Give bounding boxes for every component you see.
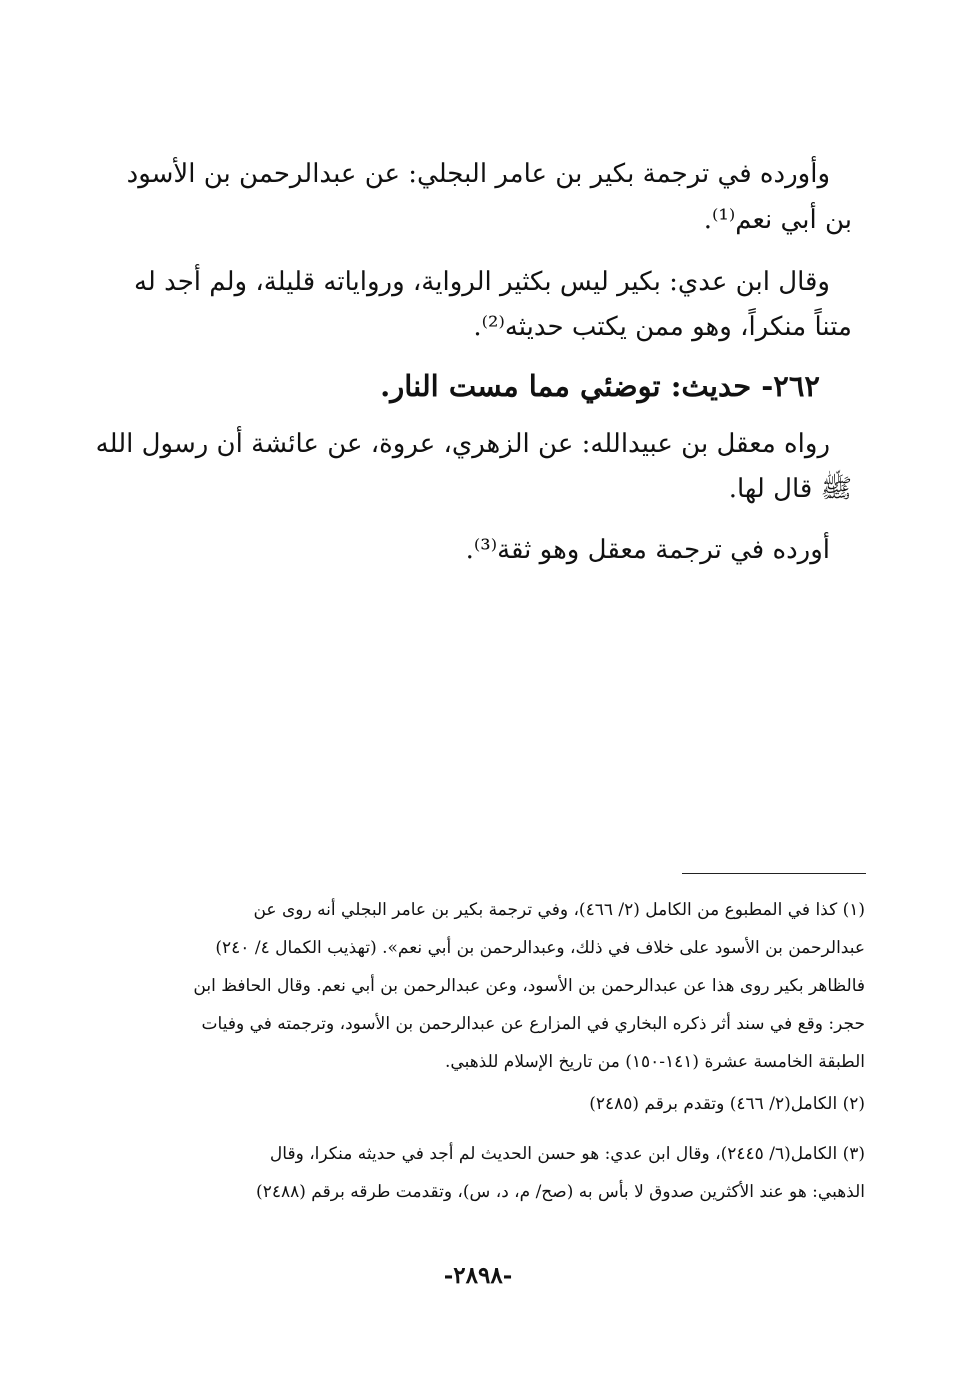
paragraph-1-line-2: بن أبي نعم⁽¹⁾. bbox=[703, 205, 852, 235]
footnote-3-line-1: (٣) الكامل(٦/ ٢٤٤٥)، وقال ابن عدي: هو حسن الحديث لم أجد في حديثه منكرا، وقال bbox=[269, 1144, 865, 1164]
paragraph-3-line-2: ﷺ قال لها. bbox=[728, 474, 852, 504]
paragraph-4-line-1: أورده في ترجمة معقل وهو ثقة⁽³⁾. bbox=[465, 535, 830, 565]
paragraph-2-line-2: متناً منكراً، وهو ممن يكتب حديثه⁽²⁾. bbox=[473, 312, 852, 342]
page-number: -٢٨٩٨- bbox=[443, 1262, 513, 1289]
footnote-1-line-3: فالظاهر بكير روى هذا عن عبدالرحمن بن الأسود، وعن عبدالرحمن بن أبي نعم. وقال الحافظ ابن bbox=[193, 976, 865, 996]
footnote-separator bbox=[682, 873, 866, 874]
paragraph-3-line-1: رواه معقل بن عبيدالله: عن الزهري، عروة، عن عائشة أن رسول الله bbox=[95, 429, 830, 459]
footnote-1-line-1: (١) كذا في المطبوع من الكامل (٢/ ٤٦٦)، وفي ترجمة بكير بن عامر البجلي أنه روى عن bbox=[253, 900, 865, 920]
paragraph-1-line-1: وأورده في ترجمة بكير بن عامر البجلي: عن عبدالرحمن بن الأسود bbox=[126, 159, 830, 189]
footnote-1-line-4: حجر: وقع في سند أثر ذكره البخاري في المزارع عن عبدالرحمن بن الأسود، وترجمته في وفيات bbox=[201, 1014, 865, 1034]
footnote-1-line-5: الطبقة الخامسة عشرة (١٤١-١٥٠) من تاريخ الإسلام للذهبي. bbox=[445, 1052, 865, 1072]
footnote-1-line-2: عبدالرحمن بن الأسود على خلاف في ذلك، وعبدالرحمن بن أبي نعم». (تهذيب الكمال ٤/ ٢٤٠) bbox=[215, 938, 865, 958]
paragraph-2-line-1: وقال ابن عدي: بكير ليس بكثير الرواية، ورواياته قليلة، ولم أجد له bbox=[133, 267, 830, 297]
hadith-heading: ٢٦٢- حديث: توضئي مما مست النار. bbox=[380, 369, 820, 403]
footnote-2-line-1: (٢) الكامل(٢/ ٤٦٦) وتقدم برقم (٢٤٨٥) bbox=[589, 1094, 865, 1114]
footnote-3-line-2: الذهبي: هو عند الأكثرين صدوق لا بأس به (صح/ م، د، س)، وتقدمت طرقه برقم (٢٤٨٨) bbox=[256, 1182, 865, 1202]
